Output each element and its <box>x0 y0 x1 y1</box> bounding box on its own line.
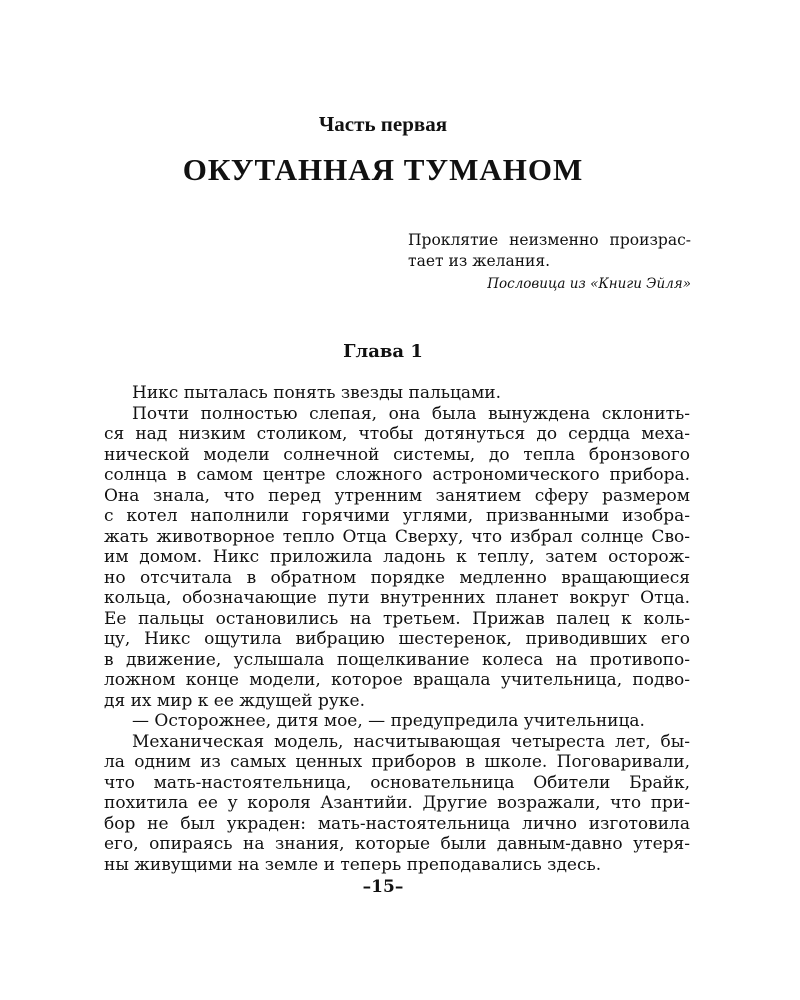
text-line: его, опираясь на знания, которые были давным-давно утеря- <box>104 834 690 854</box>
text-line: что мать-настоятельница, основательница Обители Брайк, <box>104 772 690 793</box>
text-line: Никс пыталась понять звезды пальцами. <box>132 383 502 403</box>
text-line: в движение, услышала пощелкивание колеса на противопо- <box>104 649 690 670</box>
text-line: жать животворное тепло Отца Сверху, что избрал солнце Сво- <box>104 526 690 547</box>
part-title: ОКУТАННАЯ ТУМАНОМ <box>182 152 584 187</box>
page-number: –15– <box>362 877 404 897</box>
text-line: с котел наполнили горячими углями, призванными изобра- <box>104 506 690 526</box>
text-line: солнца в самом центре сложного астрономического прибора. <box>104 465 690 485</box>
part-label: Часть первая <box>318 112 448 136</box>
text-line: ся над низким столиком, чтобы дотянуться до сердца меха- <box>104 424 690 444</box>
epigraph <box>408 230 691 295</box>
text-line: цу, Никс ощутила вибрацию шестеренок, приводивших его <box>104 629 690 649</box>
text-line: но отсчитала в обратном порядке медленно вращающиеся <box>104 567 690 588</box>
epigraph-source: Пословица из «Книги Эйля» <box>487 276 691 292</box>
text-line: бор не был украден: мать-настоятельница лично изготовила <box>104 813 690 834</box>
text-line: ла одним из самых ценных приборов в школе. Поговаривали, <box>104 752 690 772</box>
text-line: Механическая модель, насчитывающая четыреста лет, бы- <box>132 731 690 752</box>
text-line: ны живущими на земле и теперь преподавались здесь. <box>104 854 602 875</box>
epigraph-line: тает из желания. <box>408 252 551 270</box>
text-line: — Осторожнее, дитя мое, — предупредила учительница. <box>132 711 645 731</box>
text-line: им домом. Никс приложила ладонь к теплу, затем осторож- <box>104 547 690 567</box>
text-line: кольца, обозначающие пути внутренних планет вокруг Отца. <box>104 588 690 608</box>
chapter-title: Глава 1 <box>343 341 423 362</box>
body-text <box>104 383 690 875</box>
text-line: похитила ее у короля Азантийи. Другие возражали, что при- <box>104 793 690 813</box>
text-line: Ее пальцы остановились на третьем. Прижав палец к коль- <box>104 608 690 629</box>
text-line: Почти полностью слепая, она была вынуждена склонить- <box>132 403 690 424</box>
epigraph-line: Проклятие неизменно произрас- <box>408 231 691 249</box>
text-line: Она знала, что перед утренним занятием сферу размером <box>104 485 690 506</box>
text-line: нической модели солнечной системы, до тепла бронзового <box>104 444 690 465</box>
text-line: дя их мир к ее ждущей руке. <box>104 690 365 711</box>
text-line: ложном конце модели, которое вращала учительница, подво- <box>104 670 690 690</box>
